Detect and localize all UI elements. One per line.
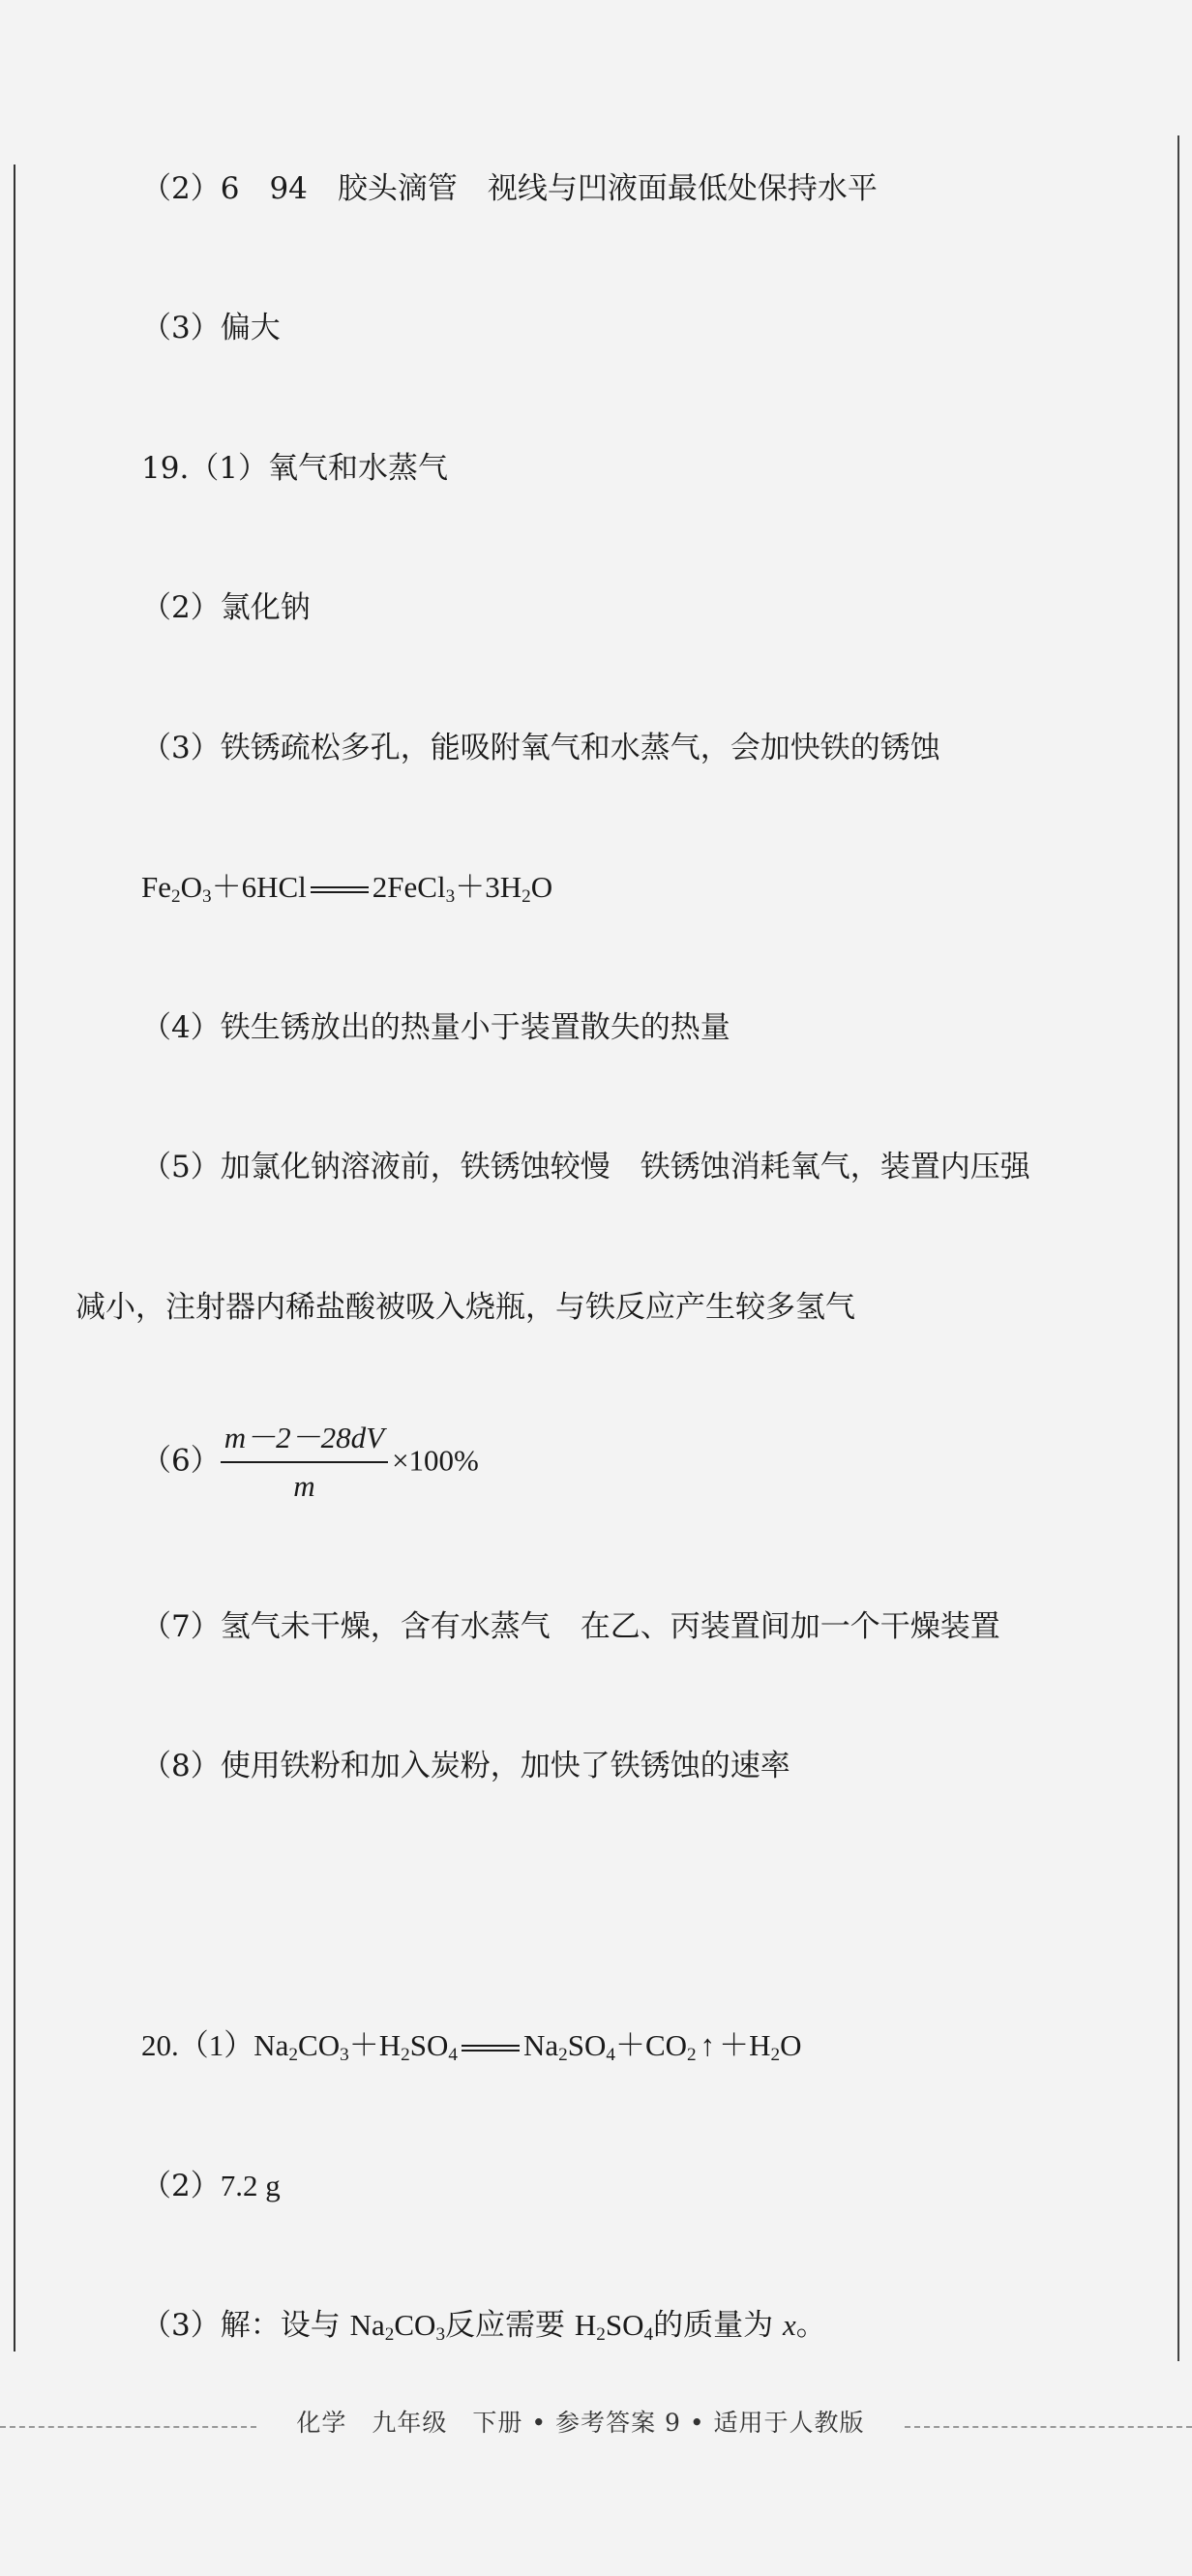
item-number: 19.（1） [141, 451, 269, 486]
answer-text: 氧气和水蒸气 [268, 451, 449, 486]
item-number: （2） [141, 171, 221, 206]
item-number: （8） [141, 1749, 221, 1783]
answer-text: 减小，注射器内稀盐酸被吸入烧瓶，与铁反应产生较多氢气 [75, 1290, 855, 1325]
page-footer: 化学 九年级 下册 • 参考答案 9 • 适用于人教版 [296, 2409, 865, 2437]
page-edge-left [14, 165, 15, 2351]
item-number: （3） [141, 731, 221, 765]
chemical-equation-rust-hcl: $Fe_2O_3+6HCl$ $2FeCl_3+3H_2O$ [141, 870, 553, 907]
answer-line-20-2 [141, 2167, 281, 2205]
item-number: （2） [141, 590, 221, 625]
answer-line-19-7 [141, 1607, 1000, 1646]
item-number: （3） [141, 311, 221, 345]
page-edge-right [1177, 135, 1179, 2361]
answer-text: 6 94 胶头滴管 视线与凹液面最低处保持水平 [220, 171, 878, 206]
answer-line-20-1 [141, 2026, 802, 2075]
answer-text: 氢气未干燥，含有水蒸气 在乙、丙装置间加一个干燥装置 [220, 1609, 1000, 1644]
fraction-numerator: m－2－28dV [221, 1419, 388, 1463]
solution-end: 。 [795, 2308, 826, 2343]
answer-line-19-3 [141, 729, 940, 767]
answer-line-18-2 [141, 169, 878, 208]
answer-line-19-8 [141, 1747, 790, 1785]
fraction [221, 1419, 388, 1506]
answer-line-19-5 [141, 1148, 1030, 1186]
answer-text: 铁锈疏松多孔，能吸附氧气和水蒸气，会加快铁的锈蚀 [220, 731, 940, 765]
item-number: （6） [141, 1443, 221, 1479]
item-number: （2） [141, 2169, 221, 2203]
answer-text: 7.2 g [220, 2169, 281, 2202]
variable-x: x [783, 2308, 796, 2342]
answer-text: 偏大 [220, 311, 281, 345]
item-number: 20.（1） [141, 2028, 254, 2062]
answer-line-19-4 [141, 1008, 730, 1047]
answer-text: 铁生锈放出的热量小于装置散失的热量 [220, 1010, 730, 1045]
footer-rule-right [905, 2426, 1192, 2428]
answer-text: 加氯化钠溶液前，铁锈蚀较慢 铁锈蚀消耗氧气，装置内压强 [220, 1150, 1030, 1184]
percent-factor: ×100% [392, 1443, 479, 1478]
answer-line-20-3: （3）解：设与 $Na_2CO_3$反应需要 $H_2SO_4$的质量为 x。 [141, 2308, 826, 2345]
item-number: （4） [141, 1010, 221, 1045]
fraction-denominator: m [293, 1469, 315, 1503]
item-number: （3） [141, 2308, 221, 2343]
item-number: （7） [141, 1609, 221, 1644]
answer-line-19-5-cont [75, 1288, 855, 1327]
item-number: （5） [141, 1150, 221, 1184]
footer-rule-left [0, 2426, 256, 2428]
answer-text: 氯化钠 [220, 590, 311, 625]
solution-prefix: 解：设与 [220, 2308, 350, 2343]
answer-text: 使用铁粉和加入炭粉，加快了铁锈蚀的速率 [220, 1749, 790, 1783]
solution-middle: 反应需要 [445, 2308, 575, 2343]
answer-line-19-6 [141, 1419, 479, 1506]
chemical-equation-na2co3-h2so4: $Na_2CO_3+H_2SO_4$ $Na_2SO_4+CO_2$ ↑ $+H_2O$ [253, 2028, 802, 2065]
answer-line-19-1 [141, 449, 448, 488]
answer-line-19-2 [141, 588, 311, 627]
solution-post: 的质量为 [653, 2308, 784, 2343]
answer-line-18-3 [141, 309, 281, 347]
